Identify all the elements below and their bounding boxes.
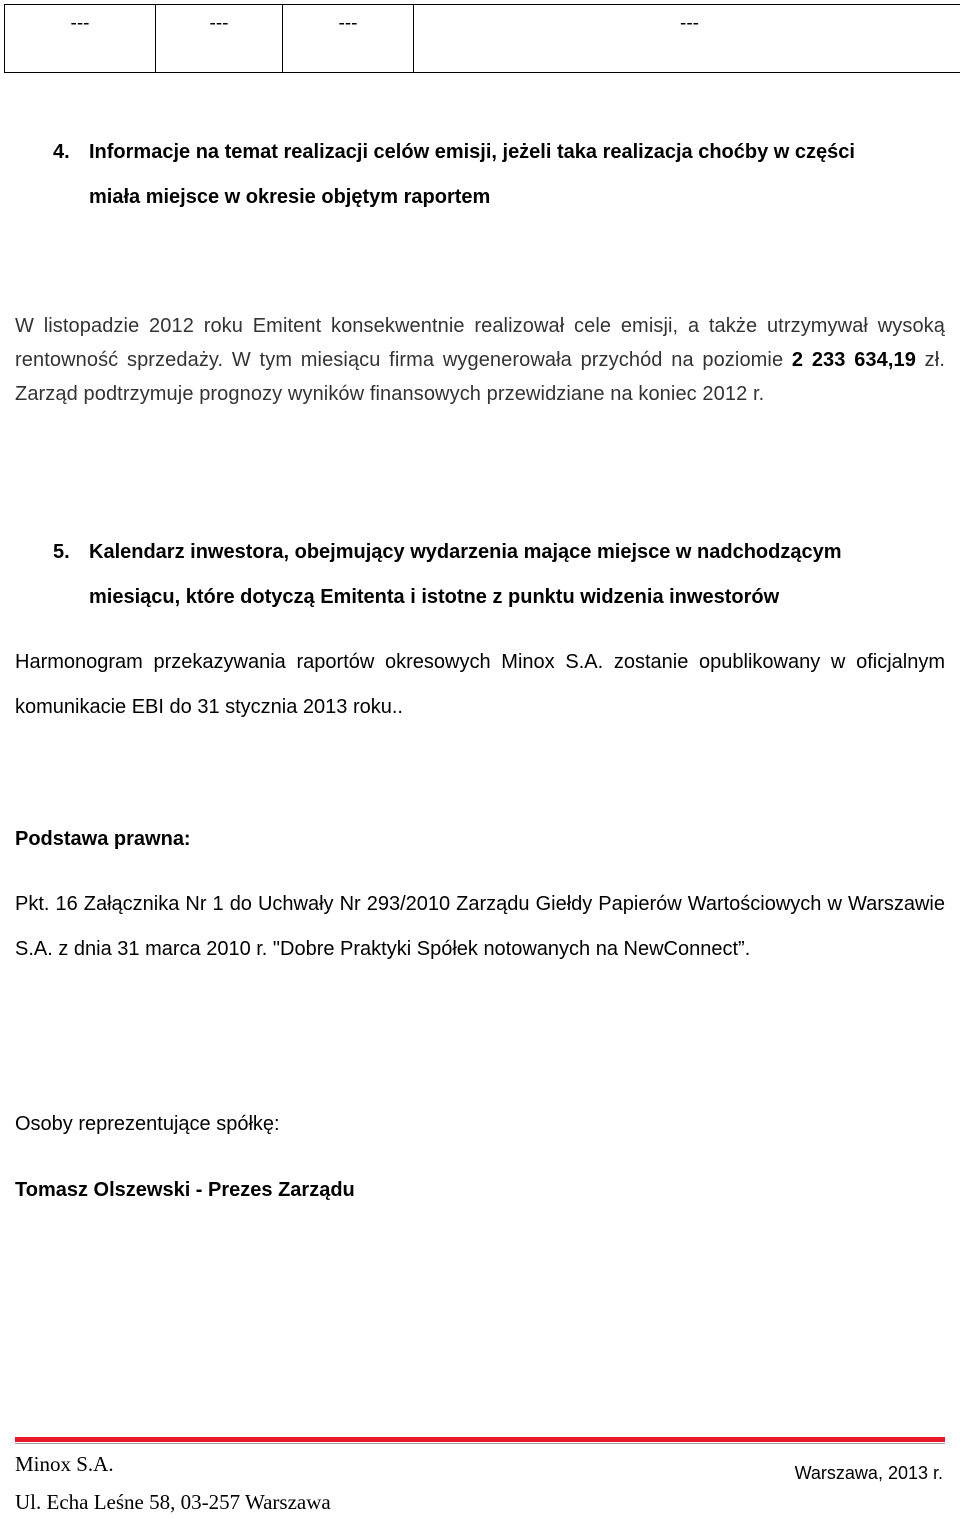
- table-cell: ---: [283, 5, 414, 73]
- table-row: [5, 5, 960, 73]
- table-cell: ---: [414, 5, 960, 73]
- section-4-body-part1: W listopadzie 2012 roku Emitent konsekwentnie realizował cele emisji, a także utrzymywał wysoką rentowność sprzedaży. W tym miesiącu firma wygenerowała przychód na poziomie: [15, 315, 945, 371]
- legal-basis-label: Podstawa prawna:: [15, 828, 191, 850]
- footer-address: Ul. Echa Leśne 58, 03-257 Warszawa: [15, 1490, 331, 1514]
- representative-name: Tomasz Olszewski - Prezes Zarządu: [15, 1179, 355, 1201]
- representatives-label: Osoby reprezentujące spółkę:: [15, 1113, 280, 1135]
- section-5-heading-line2: miesiącu, które dotyczą Emitenta i istotne z punktu widzenia inwestorów: [89, 586, 780, 608]
- section-5-body: Harmonogram przekazywania raportów okresowych Minox S.A. zostanie opublikowany w oficjalnym komunikacie EBI do 31 stycznia 2013 roku..: [15, 651, 945, 718]
- section-5-heading-line1: Kalendarz inwestora, obejmujący wydarzenia mające miejsce w nadchodzącym: [89, 541, 842, 563]
- table-cell: ---: [5, 5, 156, 73]
- section-4-heading: [15, 130, 945, 220]
- section-4-body-part2: zł. Zarząd podtrzymuje prognozy wyników finansowych przewidziane na koniec 2012 r.: [15, 349, 945, 405]
- section-5-number: 5.: [53, 541, 70, 563]
- section-4-body: [15, 309, 945, 411]
- footer-accent-rule: [15, 1437, 945, 1442]
- section-4-heading-line2: miała miejsce w okresie objętym raportem: [89, 186, 491, 208]
- footer-city-date: Warszawa, 2013 r.: [794, 1463, 943, 1483]
- section-5-heading: [15, 530, 945, 620]
- footer-company: Minox S.A.: [15, 1452, 114, 1476]
- footer-divider: [15, 1443, 945, 1444]
- section-4-heading-line1: Informacje na temat realizacji celów emisji, jeżeli taka realizacja choćby w części: [89, 141, 855, 163]
- section-4-number: 4.: [53, 141, 70, 163]
- table-cell: ---: [156, 5, 283, 73]
- revenue-amount: 2 233 634,19: [791, 349, 916, 371]
- top-table: [4, 4, 960, 73]
- legal-basis-text: Pkt. 16 Załącznika Nr 1 do Uchwały Nr 293/2010 Zarządu Giełdy Papierów Wartościowych w Warszawie S.A. z dnia 31 marca 2010 r. "Dobre Praktyki Spółek notowanych na NewConnect”.: [15, 893, 945, 960]
